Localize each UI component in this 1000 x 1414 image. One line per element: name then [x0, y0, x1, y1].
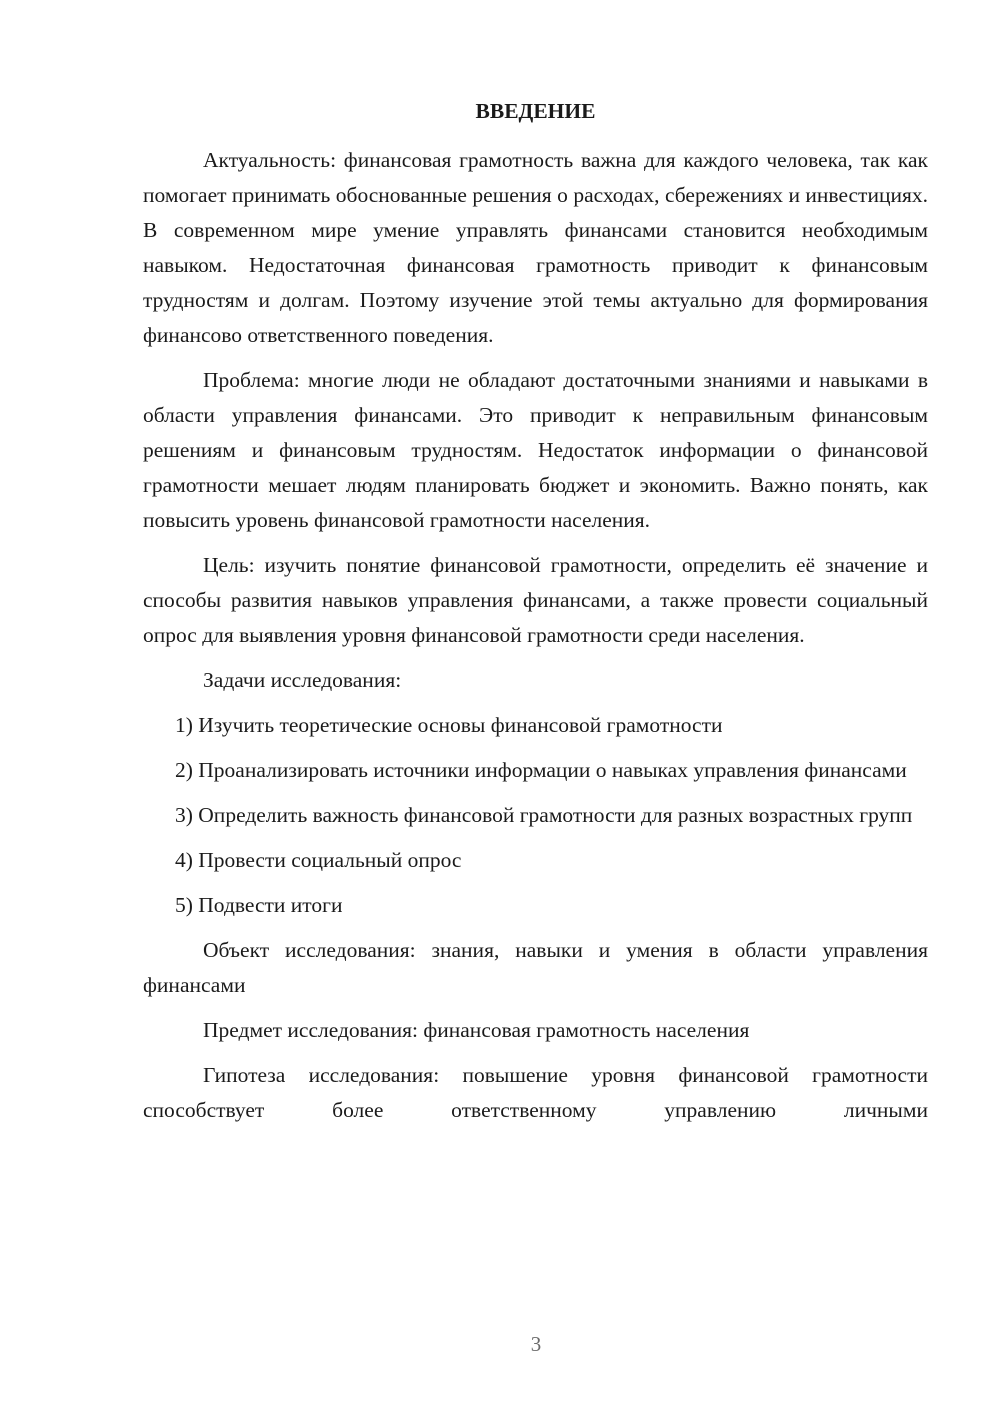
relevance-paragraph: Актуальность: финансовая грамотность важна для каждого человека, так как помогает принимать обоснованные решения о расходах, сбережениях и инвестициях. В современном мире умение управлять финансами становится необходимым навыком. Недостаточная финансовая грамотность приводит к финансовым трудностям и долгам. Поэтому изучение этой темы актуально для формирования финансово ответственного поведения.	[143, 148, 928, 347]
object-paragraph: Объект исследования: знания, навыки и умения в области управления финансами	[143, 938, 928, 997]
tasks-intro: Задачи исследования:	[203, 668, 402, 692]
subject-paragraph: Предмет исследования: финансовая грамотность населения	[203, 1018, 750, 1042]
task-item-4: 4) Провести социальный опрос	[175, 848, 462, 872]
hypothesis-paragraph: Гипотеза исследования: повышение уровня финансовой грамотности способствует более ответственному управлению личными	[143, 1063, 928, 1122]
task-item-1: 1) Изучить теоретические основы финансовой грамотности	[175, 713, 723, 737]
problem-paragraph: Проблема: многие люди не обладают достаточными знаниями и навыками в области управления финансами. Это приводит к неправильным финансовым решениям и финансовым трудностям. Недостаток информации о финансовой грамотности мешает людям планировать бюджет и экономить. Важно понять, как повысить уровень финансовой грамотности населения.	[143, 368, 928, 532]
page-number: 3	[530, 1332, 542, 1356]
page-content	[143, 94, 928, 1128]
task-item-3: 3) Определить важность финансовой грамотности для разных возрастных групп	[175, 803, 913, 827]
task-item-2: 2) Проанализировать источники информации о навыках управления финансами	[175, 758, 907, 782]
goal-paragraph: Цель: изучить понятие финансовой грамотности, определить её значение и способы развития навыков управления финансами, а также провести социальный опрос для выявления уровня финансовой грамотности среди населения.	[143, 553, 928, 647]
task-item-5: 5) Подвести итоги	[175, 893, 343, 917]
section-heading: ВВЕДЕНИЕ	[475, 99, 596, 123]
